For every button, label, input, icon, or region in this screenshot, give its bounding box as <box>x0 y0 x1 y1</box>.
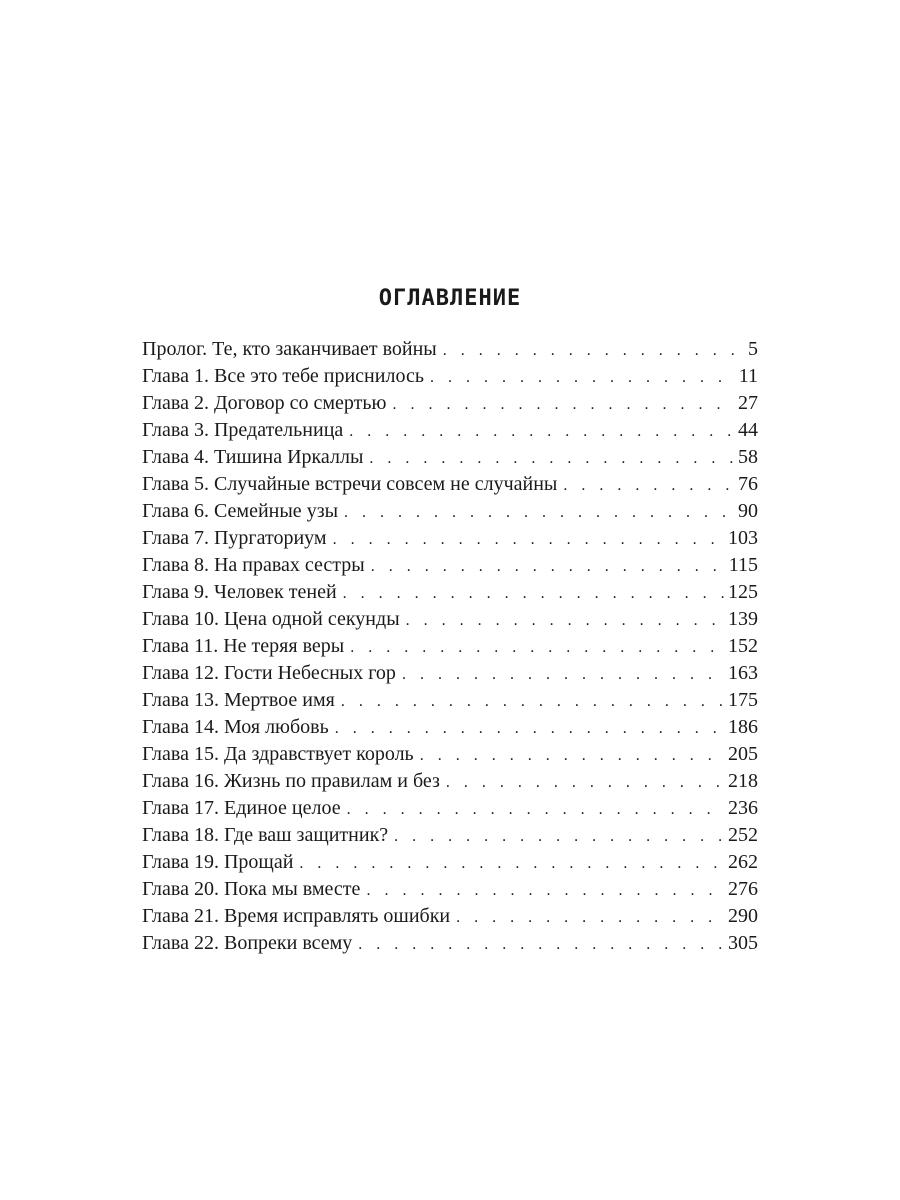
toc-entry <box>142 741 758 768</box>
toc-entry <box>142 444 758 471</box>
toc-entry-label: Глава 7. Пургаториум <box>142 527 327 549</box>
toc-entry <box>142 714 758 741</box>
dot-leader <box>446 769 724 796</box>
toc-entry-page: 290 <box>728 905 758 927</box>
dot-leader <box>563 472 734 499</box>
toc-entry <box>142 390 758 417</box>
toc-entry <box>142 768 758 795</box>
dot-leader <box>299 850 724 877</box>
dot-leader <box>430 364 735 391</box>
dot-leader <box>443 337 744 364</box>
table-of-contents <box>142 336 758 957</box>
toc-entry-label: Глава 4. Тишина Иркаллы <box>142 446 364 468</box>
toc-entry-label: Глава 3. Предательница <box>142 419 344 441</box>
dot-leader <box>366 877 724 904</box>
dot-leader <box>371 553 725 580</box>
toc-entry-page: 175 <box>728 689 758 711</box>
dot-leader <box>341 688 724 715</box>
dot-leader <box>420 742 724 769</box>
dot-leader <box>456 904 724 931</box>
dot-leader <box>358 931 724 958</box>
toc-entry <box>142 552 758 579</box>
toc-entry-label: Глава 19. Прощай <box>142 851 294 873</box>
toc-entry-page: 152 <box>728 635 758 657</box>
dot-leader <box>392 391 734 418</box>
toc-entry <box>142 795 758 822</box>
toc-entry-label: Глава 10. Цена одной секунды <box>142 608 400 630</box>
toc-entry <box>142 876 758 903</box>
toc-entry-page: 27 <box>738 392 758 414</box>
toc-entry-page: 218 <box>728 770 758 792</box>
toc-entry-label: Глава 17. Единое целое <box>142 797 341 819</box>
toc-entry <box>142 363 758 390</box>
dot-leader <box>333 526 724 553</box>
dot-leader <box>347 796 724 823</box>
dot-leader <box>369 445 734 472</box>
toc-entry <box>142 822 758 849</box>
toc-entry-page: 163 <box>728 662 758 684</box>
dot-leader <box>406 607 724 634</box>
toc-entry-page: 262 <box>728 851 758 873</box>
toc-entry-label: Глава 15. Да здравствует король <box>142 743 414 765</box>
dot-leader <box>335 715 724 742</box>
toc-entry-page: 205 <box>728 743 758 765</box>
toc-entry-label: Глава 14. Моя любовь <box>142 716 329 738</box>
toc-entry <box>142 336 758 363</box>
toc-entry-page: 44 <box>738 419 758 441</box>
dot-leader <box>344 499 734 526</box>
toc-entry <box>142 633 758 660</box>
toc-entry <box>142 498 758 525</box>
dot-leader <box>402 661 724 688</box>
toc-entry-label: Глава 1. Все это тебе приснилось <box>142 365 424 387</box>
toc-entry-label: Глава 8. На правах сестры <box>142 554 365 576</box>
toc-entry-page: 58 <box>738 446 758 468</box>
toc-entry-page: 76 <box>738 473 758 495</box>
toc-entry <box>142 471 758 498</box>
toc-entry <box>142 687 758 714</box>
toc-entry-label: Глава 16. Жизнь по правилам и без <box>142 770 440 792</box>
toc-entry-label: Глава 20. Пока мы вместе <box>142 878 361 900</box>
toc-entry-label: Пролог. Те, кто заканчивает войны <box>142 338 437 360</box>
toc-entry-page: 5 <box>748 338 758 360</box>
toc-entry-page: 305 <box>728 932 758 954</box>
toc-entry <box>142 849 758 876</box>
toc-entry-label: Глава 12. Гости Небесных гор <box>142 662 396 684</box>
toc-entry-page: 236 <box>728 797 758 819</box>
page-title: ОГЛАВЛЕНИЕ <box>378 286 522 311</box>
toc-entry-label: Глава 9. Человек теней <box>142 581 337 603</box>
toc-entry-label: Глава 6. Семейные узы <box>142 500 339 522</box>
dot-leader <box>350 634 724 661</box>
toc-entry-label: Глава 11. Не теряя веры <box>142 635 345 657</box>
dot-leader <box>343 580 724 607</box>
toc-entry <box>142 930 758 957</box>
dot-leader <box>394 823 724 850</box>
toc-entry-label: Глава 5. Случайные встречи совсем не случайны <box>142 473 558 495</box>
toc-entry <box>142 606 758 633</box>
toc-entry <box>142 660 758 687</box>
toc-entry-page: 252 <box>728 824 758 846</box>
dot-leader <box>349 418 734 445</box>
toc-entry <box>142 525 758 552</box>
toc-entry-page: 103 <box>728 527 758 549</box>
toc-entry-page: 186 <box>728 716 758 738</box>
toc-entry-label: Глава 21. Время исправлять ошибки <box>142 905 451 927</box>
toc-entry <box>142 903 758 930</box>
toc-entry-page: 115 <box>728 554 758 576</box>
toc-entry <box>142 417 758 444</box>
toc-entry-label: Глава 18. Где ваш защитник? <box>142 824 389 846</box>
toc-entry-page: 139 <box>728 608 758 630</box>
toc-entry-page: 276 <box>728 878 758 900</box>
toc-entry-page: 125 <box>728 581 758 603</box>
toc-entry-label: Глава 2. Договор со смертью <box>142 392 387 414</box>
toc-entry-label: Глава 13. Мертвое имя <box>142 689 335 711</box>
toc-entry-page: 11 <box>738 365 758 387</box>
toc-entry-label: Глава 22. Вопреки всему <box>142 932 353 954</box>
toc-entry <box>142 579 758 606</box>
toc-entry-page: 90 <box>738 500 758 522</box>
